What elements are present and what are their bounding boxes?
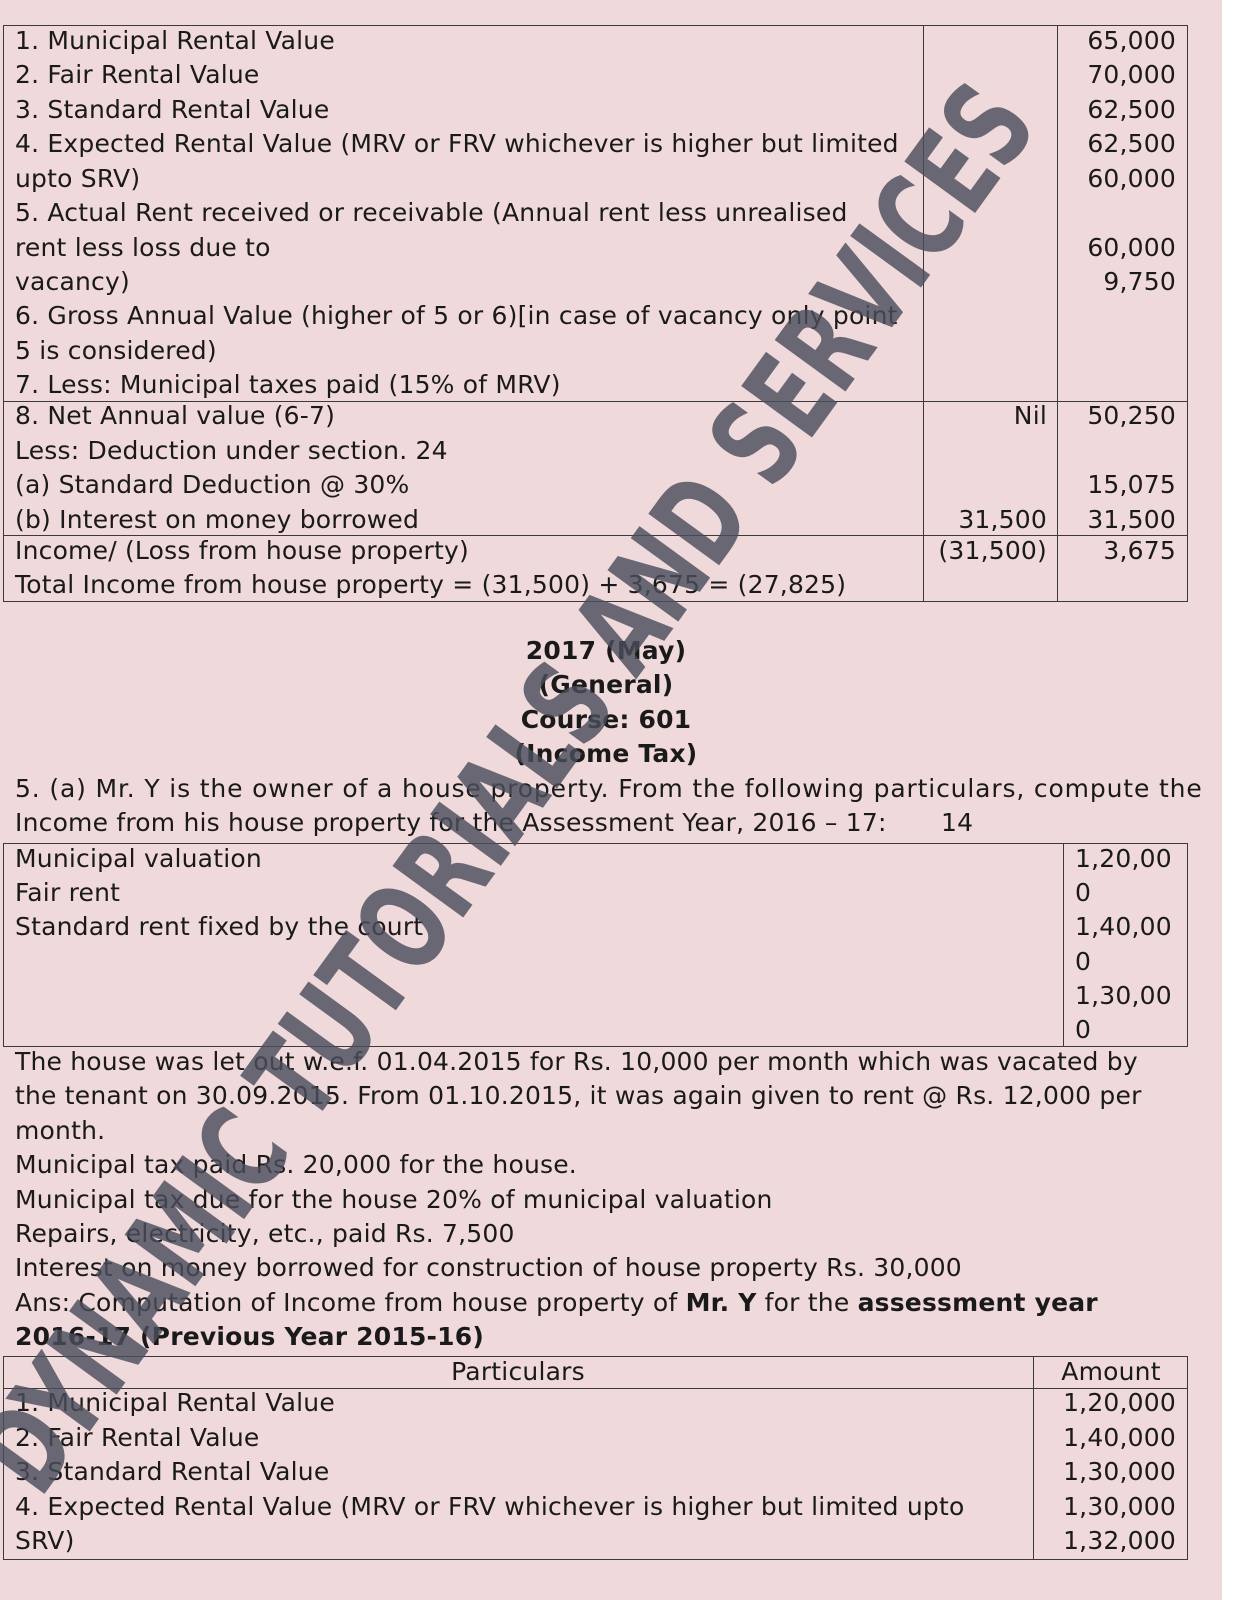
table3-row: 2. Fair Rental Value [15, 1423, 260, 1452]
table1-amount: 60,000 [1087, 233, 1176, 262]
detail-line: the tenant on 30.09.2015. From 01.10.2015, it was again given to rent @ Rs. 12,000 per [15, 1081, 1142, 1110]
table2-divider [1063, 843, 1064, 1047]
table1-col2-value: 31,500 [958, 505, 1047, 534]
table1-amount: 60,000 [1087, 164, 1176, 193]
table1-row: 5. Actual Rent received or receivable (Annual rent less unrealised [15, 198, 848, 227]
detail-line: Repairs, electricity, etc., paid Rs. 7,500 [15, 1219, 515, 1248]
table1-row: 1. Municipal Rental Value [15, 26, 335, 55]
question-line: Income from his house property for the Assessment Year, 2016 – 17: [15, 808, 887, 837]
table3-header-particulars: Particulars [451, 1357, 585, 1386]
table2-value: 0 [1075, 1015, 1092, 1044]
table2-label: Standard rent fixed by the court [15, 912, 424, 941]
question-line: 5. (a) Mr. Y is the owner of a house property. From the following particulars, compute the [15, 774, 1203, 803]
table1-col2-value: (31,500) [938, 536, 1047, 565]
exam-subject: (Income Tax) [514, 739, 698, 768]
answer-year: 2016-17 (Previous Year 2015-16) [15, 1322, 484, 1351]
answer-prefix: Ans: Computation of Income from house property of [15, 1288, 686, 1317]
table1-row: vacancy) [15, 267, 130, 296]
detail-line: Municipal tax paid Rs. 20,000 for the house. [15, 1150, 577, 1179]
table1-row: rent less loss due to [15, 233, 271, 262]
table1-amount: 50,250 [1087, 401, 1176, 430]
table1-amount: 62,500 [1087, 95, 1176, 124]
table1-divider [1057, 25, 1058, 602]
table2-value: 0 [1075, 878, 1092, 907]
answer-heading [15, 1286, 1098, 1320]
detail-line: Interest on money borrowed for construction of house property Rs. 30,000 [15, 1253, 962, 1282]
table1-divider [923, 25, 924, 602]
detail-line: Municipal tax due for the house 20% of municipal valuation [15, 1185, 773, 1214]
table1-amount: 65,000 [1087, 26, 1176, 55]
exam-type: (General) [538, 670, 674, 699]
table3-amount: 1,32,000 [1063, 1526, 1176, 1555]
table1-row: upto SRV) [15, 164, 141, 193]
exam-course: Course: 601 [520, 705, 692, 734]
table3-amount: 1,40,000 [1063, 1423, 1176, 1452]
table2-value: 1,40,00 [1075, 912, 1172, 941]
table3-row: 1. Municipal Rental Value [15, 1388, 335, 1417]
table1-row: Income/ (Loss from house property) [15, 536, 469, 565]
table1-amount: 70,000 [1087, 60, 1176, 89]
table2-value: 1,30,00 [1075, 981, 1172, 1010]
table3-amount: 1,20,000 [1063, 1388, 1176, 1417]
exam-year: 2017 (May) [525, 636, 687, 665]
table3-row: SRV) [15, 1526, 75, 1555]
question-marks: 14 [941, 808, 974, 837]
table1-row: 3. Standard Rental Value [15, 95, 330, 124]
table2-label: Municipal valuation [15, 844, 262, 873]
table3-row: 3. Standard Rental Value [15, 1457, 330, 1486]
answer-mid: for the [756, 1288, 858, 1317]
table1-amount: 9,750 [1103, 267, 1176, 296]
table3-amount: 1,30,000 [1063, 1457, 1176, 1486]
table3-row: 4. Expected Rental Value (MRV or FRV whichever is higher but limited upto [15, 1492, 965, 1521]
table2-value: 0 [1075, 947, 1092, 976]
table1-amount: 31,500 [1087, 505, 1176, 534]
table1-col2-value: Nil [1013, 401, 1047, 430]
table1-row: 4. Expected Rental Value (MRV or FRV whichever is higher but limited [15, 129, 899, 158]
table1-row: Less: Deduction under section. 24 [15, 436, 448, 465]
table1-row: Total Income from house property = (31,500) + 3,675 = (27,825) [15, 570, 847, 599]
detail-line: month. [15, 1116, 106, 1145]
table1-row: 8. Net Annual value (6-7) [15, 401, 336, 430]
answer-name: Mr. Y [685, 1288, 757, 1317]
table1-row: (b) Interest on money borrowed [15, 505, 420, 534]
table1-row: (a) Standard Deduction @ 30% [15, 470, 410, 499]
table1-row: 2. Fair Rental Value [15, 60, 260, 89]
table1-row: 5 is considered) [15, 336, 217, 365]
table1-amount: 3,675 [1103, 536, 1176, 565]
table1-row: 7. Less: Municipal taxes paid (15% of MRV) [15, 370, 561, 399]
table3-amount: 1,30,000 [1063, 1492, 1176, 1521]
table1-amount: 15,075 [1087, 470, 1176, 499]
table2-value: 1,20,00 [1075, 844, 1172, 873]
table1-row: 6. Gross Annual Value (higher of 5 or 6)[in case of vacancy only point [15, 301, 898, 330]
answer-ay: assessment year [857, 1288, 1098, 1317]
detail-line: The house was let out w.e.f. 01.04.2015 for Rs. 10,000 per month which was vacated by [15, 1047, 1138, 1076]
table2-label: Fair rent [15, 878, 121, 907]
table3-header-amount: Amount [1061, 1357, 1161, 1386]
table1-amount: 62,500 [1087, 129, 1176, 158]
